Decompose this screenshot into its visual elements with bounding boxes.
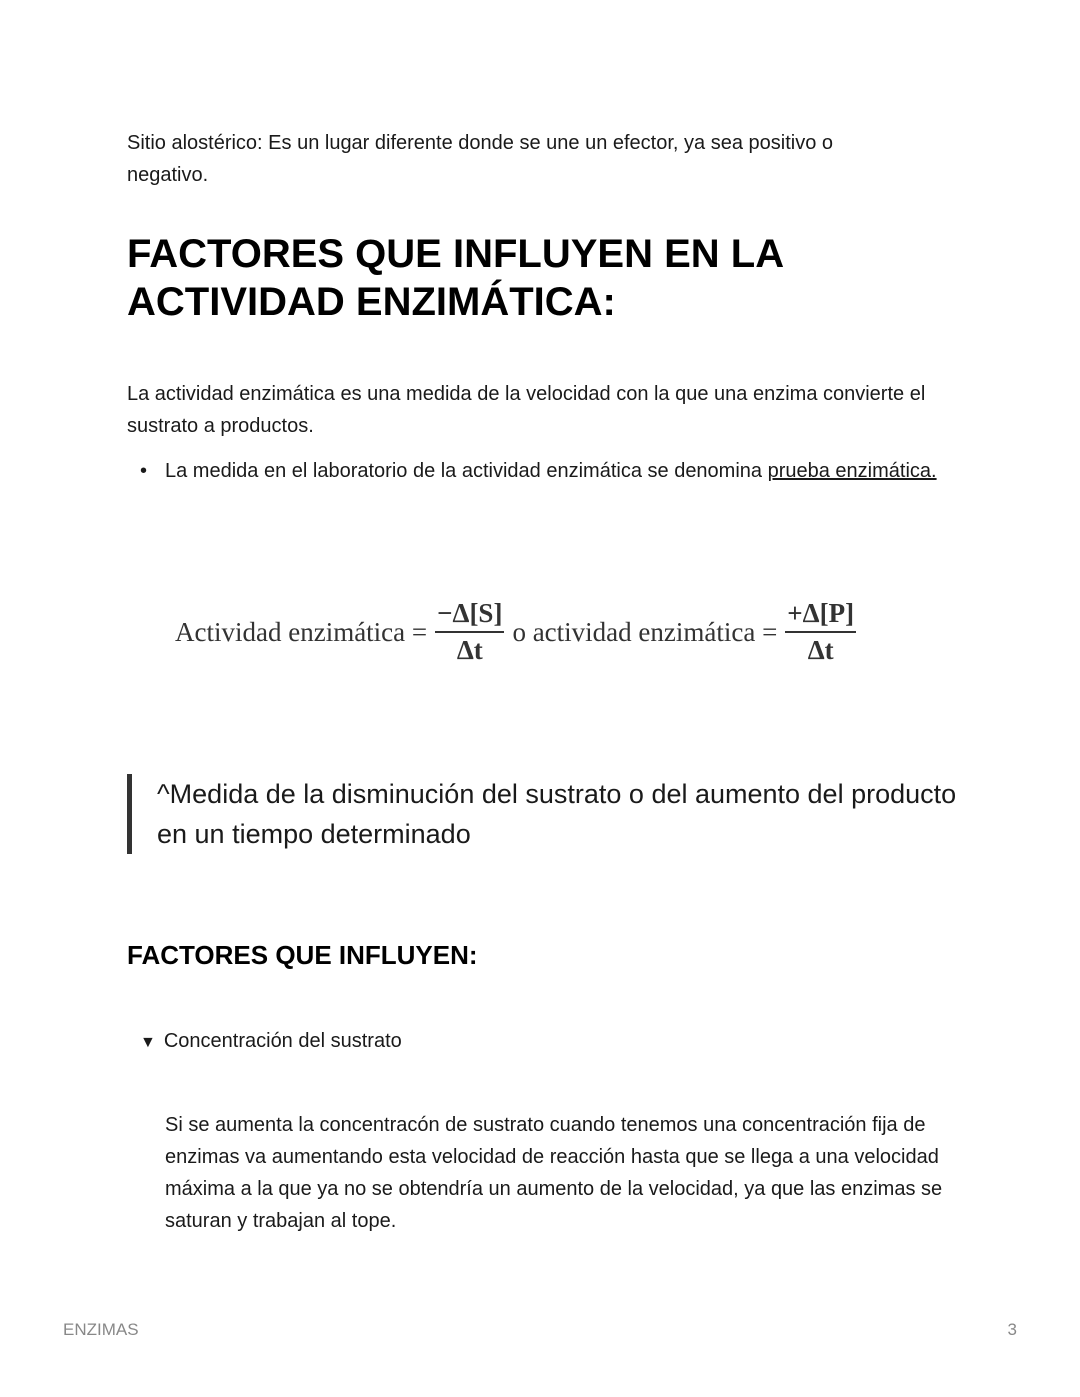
bullet-text: La medida en el laboratorio de la actividad enzimática se denomina [165, 460, 768, 482]
triangle-down-icon[interactable]: ▼ [140, 1034, 156, 1051]
numerator: −Δ[S] [435, 598, 504, 633]
footer-title: ENZIMAS [63, 1320, 139, 1339]
blockquote: ^Medida de la disminución del sustrato o del aumento del producto en un tiempo determinado [127, 774, 957, 854]
intro-paragraph: Sitio alostérico: Es un lugar diferente donde se une un efector, ya sea positivo o negativo. [127, 132, 833, 186]
subheading: FACTORES QUE INFLUYEN: [127, 940, 478, 970]
fraction-product [785, 598, 856, 666]
section-heading: FACTORES QUE INFLUYEN EN LA ACTIVIDAD ENZIMÁTICA: [127, 232, 783, 324]
denominator: Δt [807, 635, 834, 665]
definition-paragraph: La actividad enzimática es una medida de la velocidad con la que una enzima convierte el sustrato a productos. [127, 383, 926, 437]
toggle-concentracion[interactable] [140, 1025, 402, 1059]
bullet-item [140, 455, 940, 487]
denominator: Δt [456, 635, 483, 665]
toggle-label: Concentración del sustrato [163, 1030, 402, 1052]
prueba-enzimatica-link[interactable]: prueba enzimática. [767, 460, 937, 482]
formula-label-2: o actividad enzimática = [512, 616, 778, 647]
fraction-substrate [435, 598, 504, 666]
formula-image [175, 598, 856, 666]
numerator: +Δ[P] [785, 598, 856, 633]
page-number: 3 [1007, 1320, 1017, 1339]
toggle-body: Si se aumenta la concentracón de sustrato cuando tenemos una concentración fija de enzimas va aumentando esta velocidad de reacción hasta que se llega a una velocidad máxima a la que ya no se obtendría un aumento de la velocidad, ya que las enzimas se saturan y trabajan al tope. [165, 1114, 943, 1232]
formula-label-1: Actividad enzimática = [175, 616, 428, 647]
bullet-icon: • [140, 460, 148, 482]
